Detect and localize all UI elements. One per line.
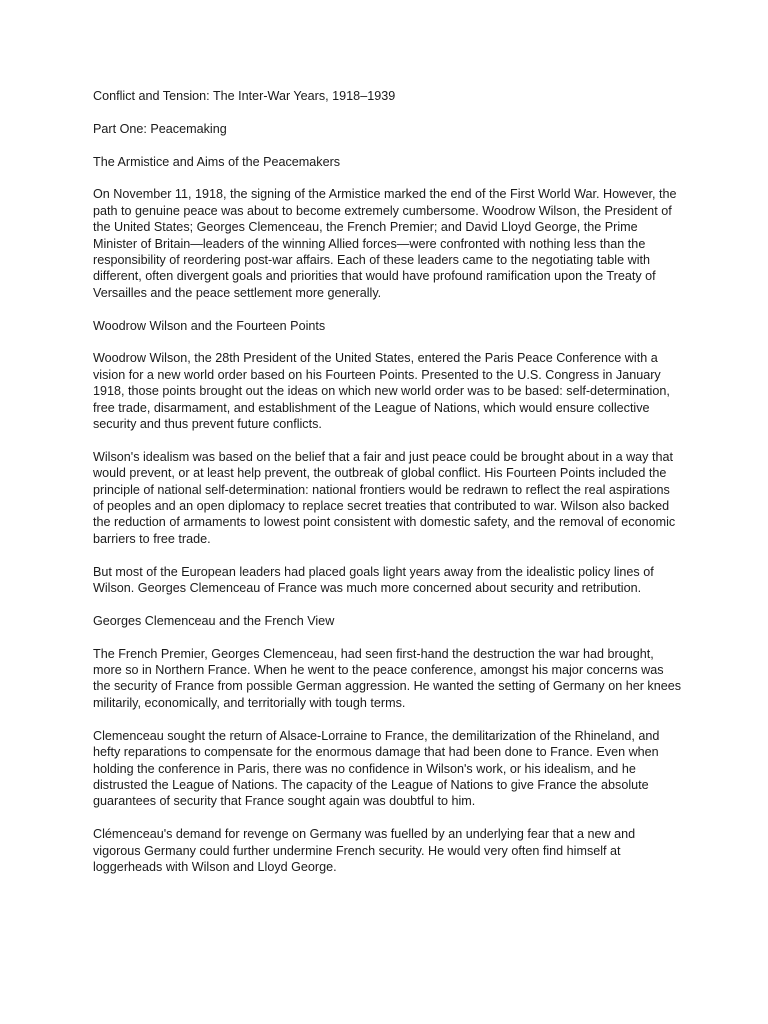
section-heading-clemenceau: Georges Clemenceau and the French View: [93, 613, 335, 628]
part-heading: Part One: Peacemaking: [93, 121, 227, 136]
paragraph: Woodrow Wilson, the 28th President of the United States, entered the Paris Peace Conference with a vision for a new world order based on his Fourteen Points. Presented to the U.S. Congress in January 1918, those points brought out the ideas on which new world order was to be based: self-determination, free trade, disarmament, and establishment of the League of Nations, which would ensure collective security and thus prevent future conflicts.: [93, 351, 670, 432]
section-heading-armistice: The Armistice and Aims of the Peacemakers: [93, 154, 341, 169]
section-heading-wilson: Woodrow Wilson and the Fourteen Points: [93, 318, 326, 333]
paragraph: Wilson's idealism was based on the belief that a fair and just peace could be brought about in a way that would prevent, or at least help prevent, the outbreak of global conflict. His Fourteen Points included the principle of national self-determination: national frontiers would be redrawn to reflect the real aspirations of peoples and an open diplomacy to replace secret treaties that contributed to war. Wilson also backed the reduction of armaments to lowest point consistent with domestic safety, and the removal of economic barriers to free trade.: [93, 449, 676, 546]
paragraph: Clemenceau sought the return of Alsace-Lorraine to France, the demilitarization of the Rhineland, and hefty reparations to compensate for the enormous damage that had been done to France. Even when holding the conference in Paris, there was no confidence in Wilson's work, or his idealism, and he distrusted the League of Nations. The capacity of the League of Nations to give France the absolute guarantees of security that France sought again was doubtful to him.: [93, 728, 660, 809]
paragraph: Clémenceau's demand for revenge on Germany was fuelled by an underlying fear that a new and vigorous Germany could further undermine French security. He would very often find himself at loggerheads with Wilson and Lloyd George.: [93, 827, 636, 874]
paragraph: On November 11, 1918, the signing of the Armistice marked the end of the First World War. However, the path to genuine peace was about to become extremely cumbersome. Woodrow Wilson, the President of the United States; Georges Clemenceau, the French Premier; and David Lloyd George, the Prime Minister of Britain—leaders of the winning Allied forces—were confronted with nothing less than the responsibility of reordering post-war affairs. Each of these leaders came to the negotiating table with different, often divergent goals and priorities that would have profound ramification upon the Treaty of Versailles and the peace settlement more generally.: [93, 187, 677, 300]
document-page: [93, 88, 683, 892]
paragraph: The French Premier, Georges Clemenceau, had seen first-hand the destruction the war had brought, more so in Northern France. When he went to the peace conference, amongst his major concerns was the security of France from possible German aggression. He wanted the setting of Germany on her knees militarily, economically, and territorially with tough terms.: [93, 646, 682, 710]
paragraph: But most of the European leaders had placed goals light years away from the idealistic policy lines of Wilson. Georges Clemenceau of France was much more concerned about security and retribution.: [93, 564, 654, 596]
document-title: Conflict and Tension: The Inter-War Years, 1918–1939: [93, 89, 396, 103]
